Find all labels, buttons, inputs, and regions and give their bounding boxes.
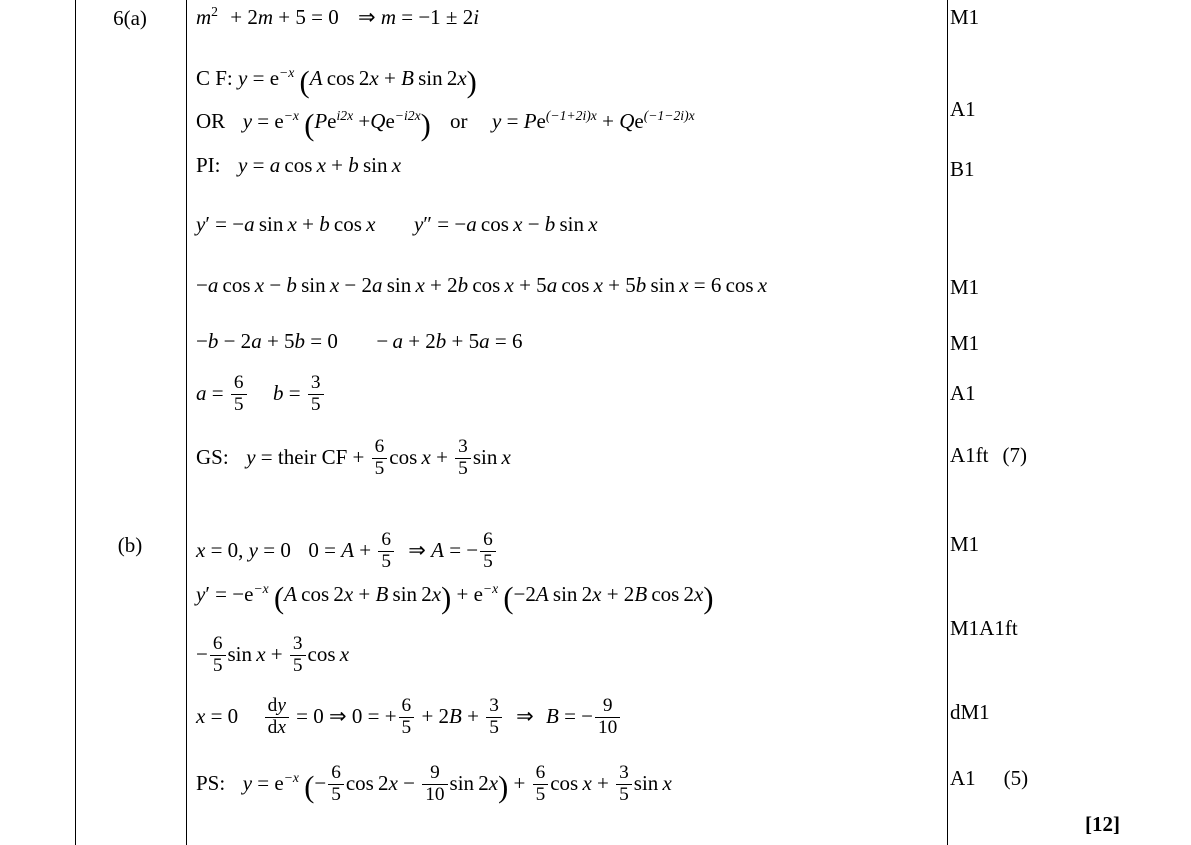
- work-line-a6-equations: −b − 2a + 5b = 0 − a + 2b + 5a = 6: [196, 329, 523, 353]
- work-line-b3-pi-derivative: − $\frac{6}{5}$ sin x + $\frac{3}{5}$ cos x: [196, 633, 350, 676]
- mark-b5-a1: [950, 766, 1180, 791]
- table-rule-left: [75, 0, 76, 845]
- question-number-label: 6(a): [113, 6, 147, 30]
- work-line-a2-cf: C F: $y = e^{-x}$ (A cos 2x + B sin 2x): [196, 64, 477, 99]
- work-line-a3-pi: PI: y = a cos x + b sin x: [196, 153, 402, 177]
- work-line-b4-boundary: x = 0 $\frac{dy}{dx}$ = 0 ⇒ 0 = + $\frac{6}{5}$ + 2B + $\frac{3}{5}$ ⇒ B = − $\frac{9}{10}$: [196, 696, 622, 739]
- mark-a8-score: (7): [1002, 443, 1027, 467]
- mark-b1-m1: M1: [950, 532, 980, 556]
- work-line-b5-particular-solution: PS: $y = e^{-x}$ (− $\frac{6}{5}$ cos 2x − $\frac{9}{10}$ sin 2x) + $\frac{6}{5}$ cos x + $\frac{3}{5}$ sin x: [196, 762, 672, 805]
- work-line-b1: x = 0, y = 0 0 = A + $\frac{6}{5}$ ⇒ A = − $\frac{6}{5}$: [196, 530, 498, 573]
- work-line-a1: $m^2 + 2m + 5 = 0$ ⇒ m = −1 ± 2i: [196, 4, 480, 29]
- table-rule-right: [947, 0, 948, 845]
- mark-b5-label: A1: [950, 766, 976, 790]
- total-marks: [12]: [1085, 812, 1120, 836]
- work-line-a8-general-solution: GS: y = their CF + $\frac{6}{5}$ cos x + $\frac{3}{5}$ sin x: [196, 436, 511, 479]
- mark-a8-a1ft: [950, 443, 1180, 468]
- mark-a8-label: A1ft: [950, 443, 989, 467]
- work-line-a7-values: a = $\frac{6}{5}$ b = $\frac{3}{5}$: [196, 373, 326, 416]
- part-b-label: (b): [117, 533, 143, 557]
- mark-a6-m1: M1: [950, 331, 980, 355]
- work-line-a2-or: OR $y = e^{-x}$ $(Pe^{i2x} +Qe^{-i2x})$ or $y = Pe^{(-1+2i)x} + Qe^{(-1-2i)x}$: [196, 107, 695, 142]
- mark-a5-m1: M1: [950, 275, 980, 299]
- work-line-a4-derivatives: y′ = −a sin x + b cos x y″ = −a cos x − b sin x: [196, 212, 598, 236]
- table-rule-middle: [186, 0, 187, 845]
- work-line-a5-substitution: −a cos x − b sin x − 2a sin x + 2b cos x + 5a cos x + 5b sin x = 6 cos x: [196, 273, 768, 297]
- mark-b4-dm1: dM1: [950, 700, 990, 724]
- mark-a7-a1: A1: [950, 381, 976, 405]
- mark-b2-m1a1ft: M1A1ft: [950, 616, 1018, 640]
- mark-b5-score: (5): [1003, 766, 1029, 790]
- mark-a1-m1: M1: [950, 5, 980, 29]
- mark-a2-a1: A1: [950, 97, 976, 121]
- work-line-b2-derivative: $y' = -e^{-x}$ (A cos 2x + B $\sin 2x) + e^{-x}$ (−2A sin 2x + 2B cos 2x): [196, 580, 714, 615]
- mark-a3-b1: B1: [950, 157, 975, 181]
